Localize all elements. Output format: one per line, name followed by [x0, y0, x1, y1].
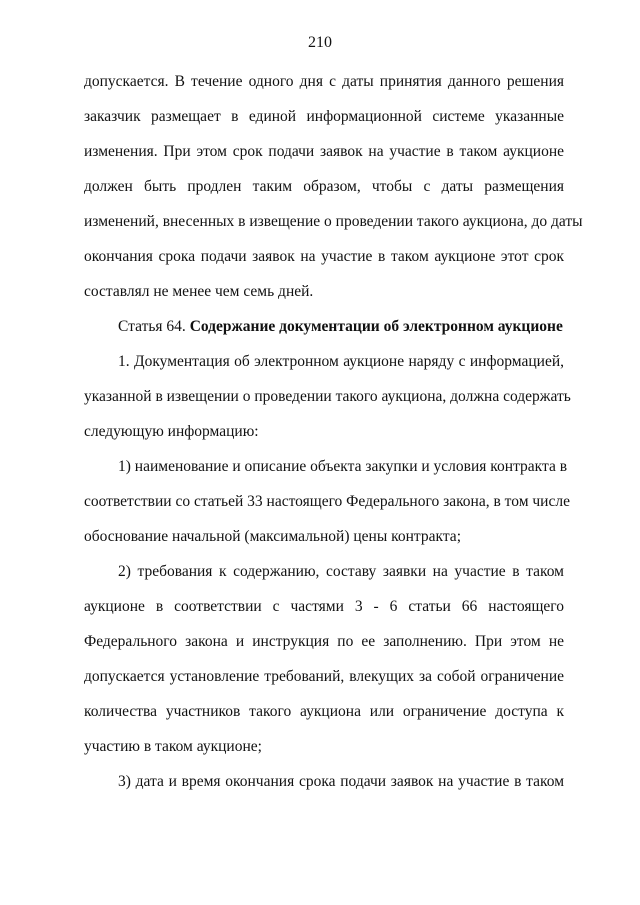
paragraph-line: изменения. При этом срок подачи заявок на участие в таком аукционе [84, 143, 564, 160]
list-item-line: участию в таком аукционе; [84, 738, 262, 755]
paragraph-line: следующую информацию: [84, 423, 259, 440]
paragraph-line: допускается. В течение одного дня с даты принятия данного решения [84, 73, 564, 90]
list-item-line: Федерального закона и инструкция по ее заполнению. При этом не [84, 633, 564, 650]
list-item-line: 2) требования к содержанию, составу заявки на участие в таком [118, 563, 564, 580]
article-number: Статья 64. [118, 318, 186, 335]
list-item-line: 1) наименование и описание объекта закупки и условия контракта в [118, 458, 568, 475]
paragraph-line: изменений, внесенных в извещение о проведении такого аукциона, до даты [84, 213, 583, 230]
page-number: 210 [308, 34, 332, 51]
paragraph-line: 1. Документация об электронном аукционе наряду с информацией, [118, 353, 564, 370]
paragraph-line: должен быть продлен таким образом, чтобы с даты размещения [84, 178, 564, 195]
paragraph-line: составлял не менее чем семь дней. [84, 283, 314, 300]
list-item-line: 3) дата и время окончания срока подачи заявок на участие в таком [118, 773, 564, 790]
paragraph-line: указанной в извещении о проведении такого аукциона, должна содержать [84, 388, 571, 405]
article-heading [118, 317, 563, 337]
list-item-line: аукционе в соответствии с частями 3 - 6 статьи 66 настоящего [84, 598, 564, 615]
list-item-line: количества участников такого аукциона или ограничение доступа к [84, 703, 564, 720]
paragraph-line: окончания срока подачи заявок на участие в таком аукционе этот срок [84, 248, 564, 265]
article-title: Содержание документации об электронном аукционе [189, 318, 563, 335]
list-item-line: обоснование начальной (максимальной) цены контракта; [84, 528, 461, 545]
list-item-line: допускается установление требований, влекущих за собой ограничение [84, 668, 564, 685]
list-item-line: соответствии со статьей 33 настоящего Федерального закона, в том числе [84, 493, 570, 510]
paragraph-line: заказчик размещает в единой информационной системе указанные [84, 108, 564, 125]
